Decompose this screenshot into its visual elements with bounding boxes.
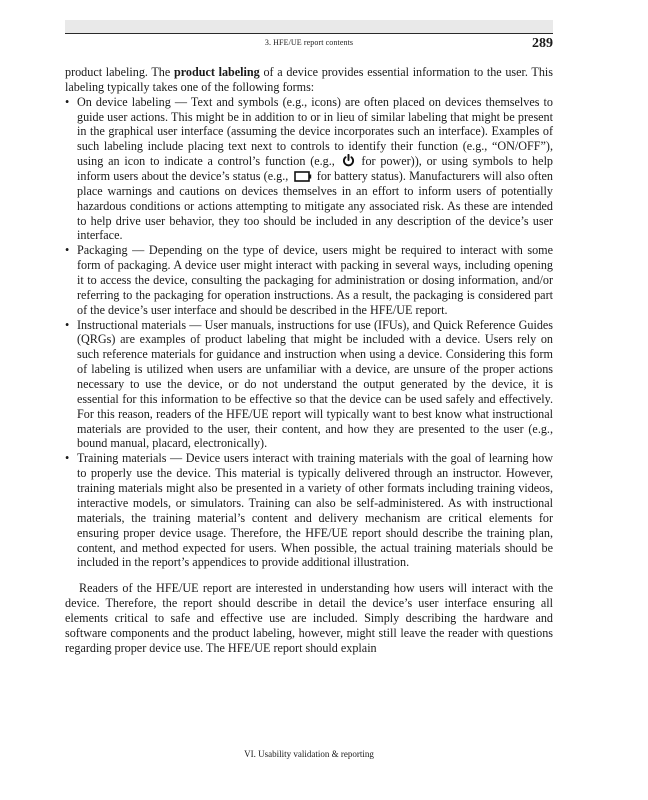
bullet-text: for power)), or using symbols to help inform users about the device’s status (e.g., <box>77 154 554 184</box>
intro-bold-term: product labeling <box>173 65 260 79</box>
bullet-text: Packaging — Depending on the type of device, users might be required to interact with some form of packaging. A device user might interact with packing in several ways, including opening it to access the device, consulting the packaging for administration or dosing information, and/or referring to the packaging for operation instructions. As a result, the packaging is considered part of the device’s user interface and should be described in the HFE/UE report. <box>77 243 553 317</box>
power-icon <box>342 154 355 167</box>
bullet-dot: • <box>65 243 70 258</box>
bullet-text: for battery status). Manufacturers will also often place warnings and cautions on devices themselves in an effort to inform users of potentially hazardous conditions or actions attempting to mitigate any associated risk. As these are intended to help drive user behavior, they too should be included in any description of the device’s user interface. <box>77 169 553 243</box>
intro-paragraph <box>65 65 553 95</box>
bullet-training-materials <box>65 451 553 570</box>
footer: VI. Usability validation & reporting <box>244 749 374 759</box>
intro-text-1: product labeling. The <box>65 65 174 79</box>
bullet-list <box>65 95 553 571</box>
bullet-instructional-materials <box>65 318 553 452</box>
bullet-dot: • <box>65 94 70 109</box>
bullet-text: Training materials — Device users interact with training materials with the goal of learning how to properly use the device. This material is typically delivered through an instructor. However, training materials might also be presented in a variety of other formats including training videos, interactive models, or simulators. Training can also be self-administered. As with instructional materials, the training material’s content and delivery mechanism are critical elements for ensuring proper device usage. Therefore, the HFE/UE report should describe the training plan, content, and method expected for users. When possible, the actual training materials should be included in the report’s appendices to provide additional illustration. <box>77 451 553 570</box>
header-rule <box>65 33 553 34</box>
bullet-on-device-labeling <box>65 95 553 244</box>
bullet-packaging <box>65 243 553 317</box>
battery-icon <box>294 171 312 182</box>
closing-paragraph: Readers of the HFE/UE report are interested in understanding how users will interact with the device. Therefore, the report should describe in detail the device’s user interface ensuring all elements critical to safe and effective use are included. Simply describing the hardware and software components and the product labeling, however, might still leave the reader with questions regarding proper device use. The HFE/UE report should explain <box>65 581 553 655</box>
bullet-dot: • <box>65 451 70 466</box>
bullet-text: On device labeling — Text and symbols (e.g., icons) are often placed on devices themselves to guide user actions. This might be in addition to or in lieu of similar labeling that might be present in the graphical user interface (assuming the device incorporates such an interface). Examples of such labeling include placing text next to controls to identify their function (e.g., “ON/OFF”), using an icon to indicate a control’s function (e.g., <box>77 94 553 169</box>
bullet-dot: • <box>65 317 70 332</box>
header-bar <box>65 20 553 34</box>
page-number: 289 <box>532 36 553 51</box>
body-text <box>65 65 553 656</box>
intro-text-2: of a device provides essential information to the user. This labeling typically takes one of the following forms: <box>65 65 553 94</box>
bullet-text: Instructional materials — User manuals, instructions for use (IFUs), and Quick Reference Guides (QRGs) are examples of product labeling that might be included with a device. Users rely on such reference materials for guidance and instruction when using a device. Considering this form of labeling is utilized when users are unfamiliar with a device, are unsure of the proper actions necessary to use the device, or do not understand the output generated by the device, it is essential for this information to be effective so that the device can be used safely and effectively. For this reason, readers of the HFE/UE report will typically want to best know what instructional materials are provided to the user, their content, and how they are presented to the user (e.g., bound manual, placard, electronically). <box>77 317 553 451</box>
running-head: 3. HFE/UE report contents <box>264 38 354 47</box>
